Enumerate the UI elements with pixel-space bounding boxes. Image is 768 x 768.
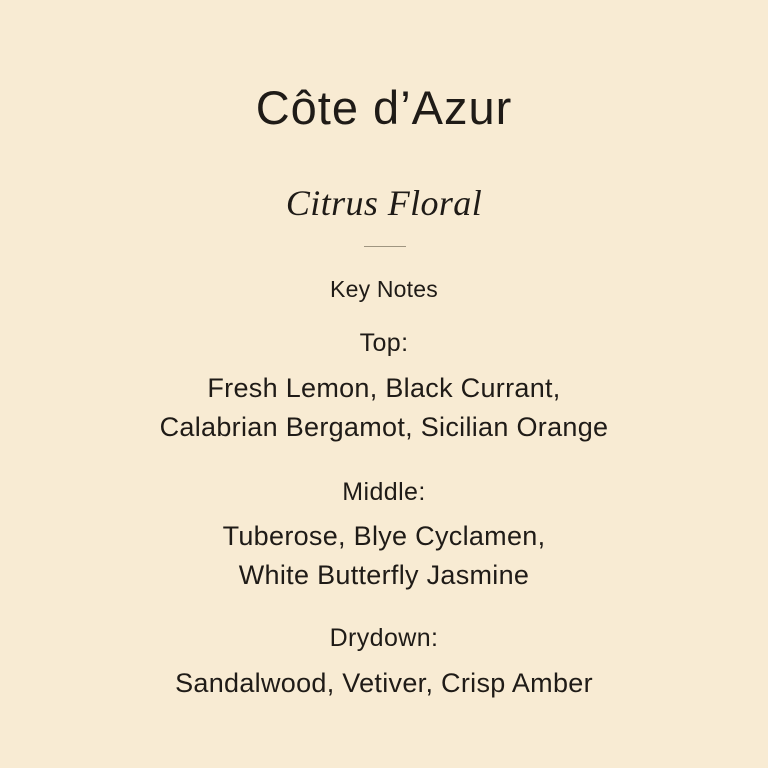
- product-title: Côte d’Azur: [255, 81, 513, 134]
- middle-notes-line-2: White Butterfly Jasmine: [238, 560, 530, 590]
- top-notes-line-2: Calabrian Bergamot, Sicilian Orange: [159, 412, 609, 442]
- key-notes-heading: Key Notes: [330, 276, 438, 302]
- top-notes-line-1: Fresh Lemon, Black Currant,: [207, 373, 561, 403]
- middle-notes-list: [0, 517, 768, 595]
- drydown-notes-list: [0, 664, 768, 703]
- top-notes-label: Top:: [359, 329, 409, 357]
- top-notes-list: [0, 369, 768, 447]
- middle-notes-line-1: Tuberose, Blye Cyclamen,: [222, 521, 546, 551]
- fragrance-family: Citrus Floral: [285, 183, 483, 223]
- drydown-notes-label: Drydown:: [329, 624, 439, 652]
- drydown-notes-line-1: Sandalwood, Vetiver, Crisp Amber: [175, 668, 593, 698]
- divider-line: [364, 246, 406, 247]
- middle-notes-label: Middle:: [342, 478, 426, 506]
